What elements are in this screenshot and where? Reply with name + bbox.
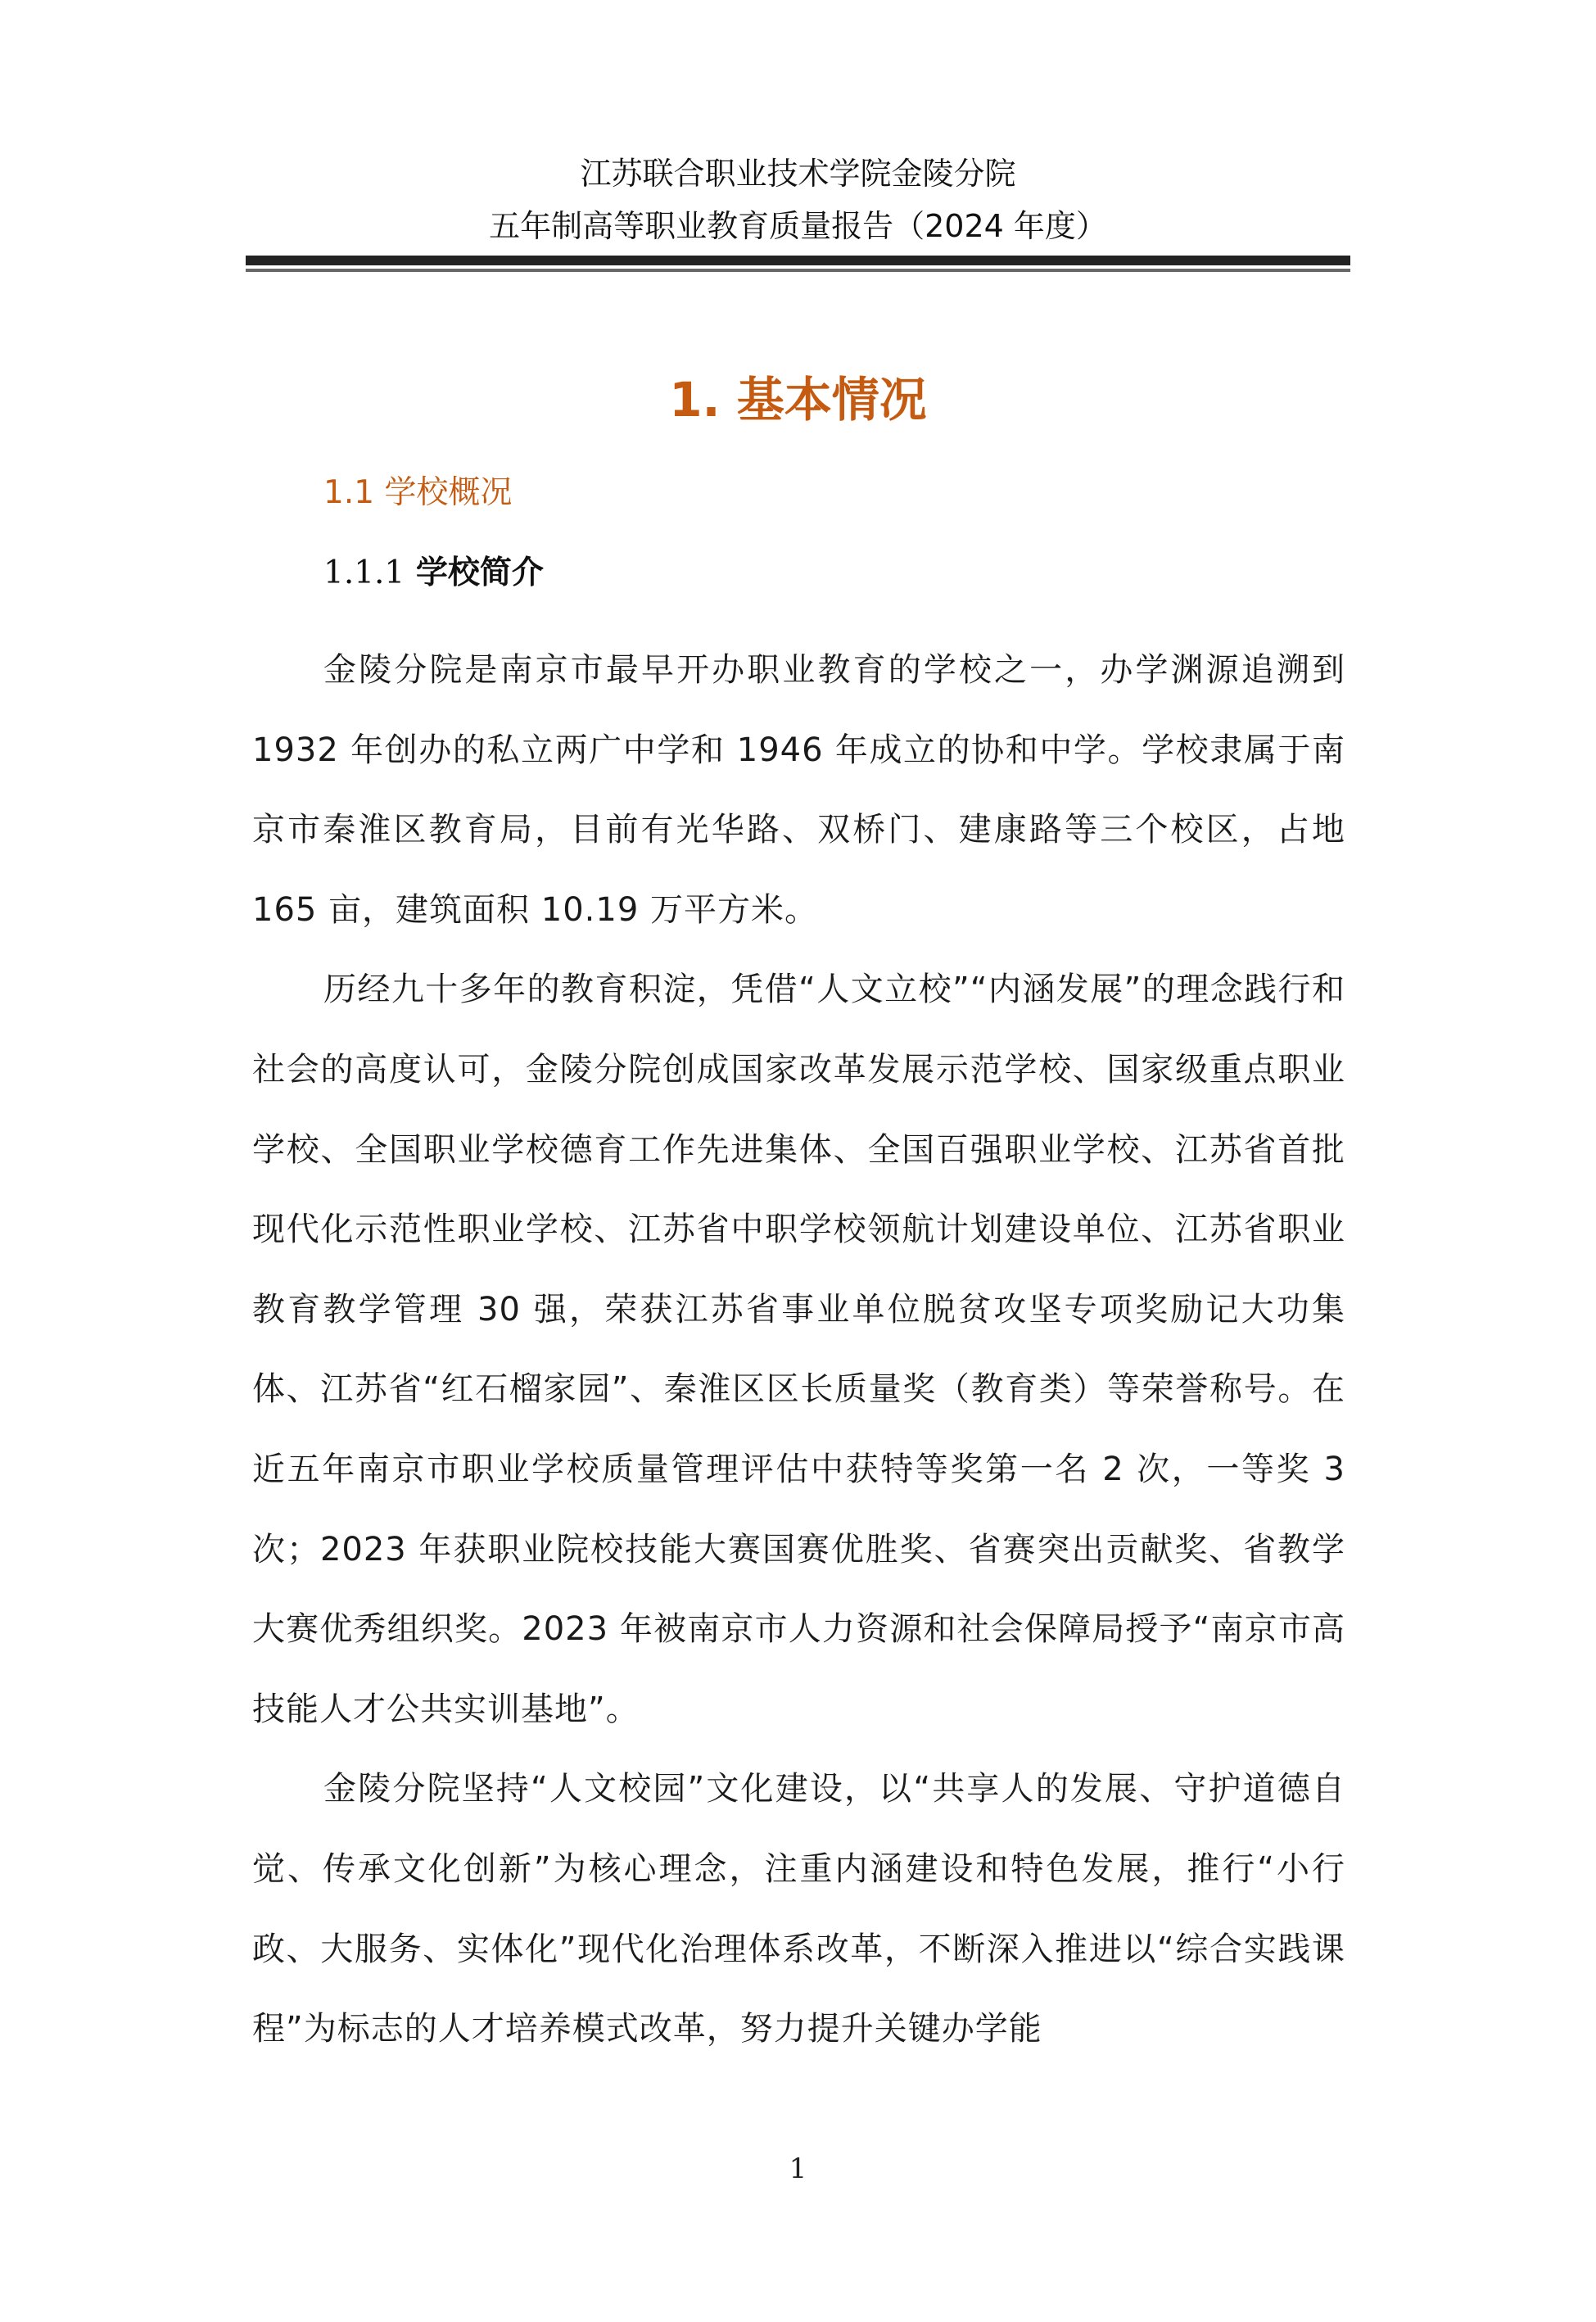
subsection-label: 学校简介 [415,554,544,591]
paragraph-school-origin: 金陵分院是南京市最早开办职业教育的学校之一，办学渊源追溯到 1932 年创办的私立两广中学和 1946 年成立的协和中学。学校隶属于南京市秦淮区教育局，目前有光华路、双桥门、建康路等三个校区，占地 165 亩，建筑面积 10.19 万平方米。 [252,651,1345,929]
header-institution: 江苏联合职业技术学院金陵分院 [580,156,1016,192]
subsection-title [323,549,544,598]
paragraph-culture: 金陵分院坚持“人文校园”文化建设，以“共享人的发展、守护道德自觉、传承文化创新”为核心理念，注重内涵建设和特色发展，推行“小行政、大服务、实体化”现代化治理体系改革，不断深入推进以“综合实践课程”为标志的人才培养模式改革，努力提升关键办学能 [252,1770,1345,2048]
header-report-title: 五年制高等职业教育质量报告（2024 年度） [489,208,1107,244]
running-header [246,147,1350,252]
page-number: 1 [789,2152,807,2185]
subsection-number: 1.1.1 [323,554,405,591]
body-text [252,631,1345,2070]
chapter-title: 1. 基本情况 [669,372,927,428]
paragraph-honors: 历经九十多年的教育积淀，凭借“人文立校”“内涵发展”的理念践行和社会的高度认可，金陵分院创成国家改革发展示范学校、国家级重点职业学校、全国职业学校德育工作先进集体、全国百强职业学校、江苏省首批现代化示范性职业学校、江苏省中职学校领航计划建设单位、江苏省职业教育教学管理 30 强，荣获江苏省事业单位脱贫攻坚专项奖励记大功集体、江苏省“红石榴家园”、秦淮区区长质量奖（教育类）等荣誉称号。在近五年南京市职业学校质量管理评估中获特等奖第一名 2 次，一等奖 3 次；2023 年获职业院校技能大赛国赛优胜奖、省赛突出贡献奖、省教学大赛优秀组织奖。2023 年被南京市人力资源和社会保障局授予“南京市高技能人才公共实训基地”。 [252,971,1345,1728]
section-title: 1.1 学校概况 [323,474,513,511]
header-divider [246,256,1350,272]
